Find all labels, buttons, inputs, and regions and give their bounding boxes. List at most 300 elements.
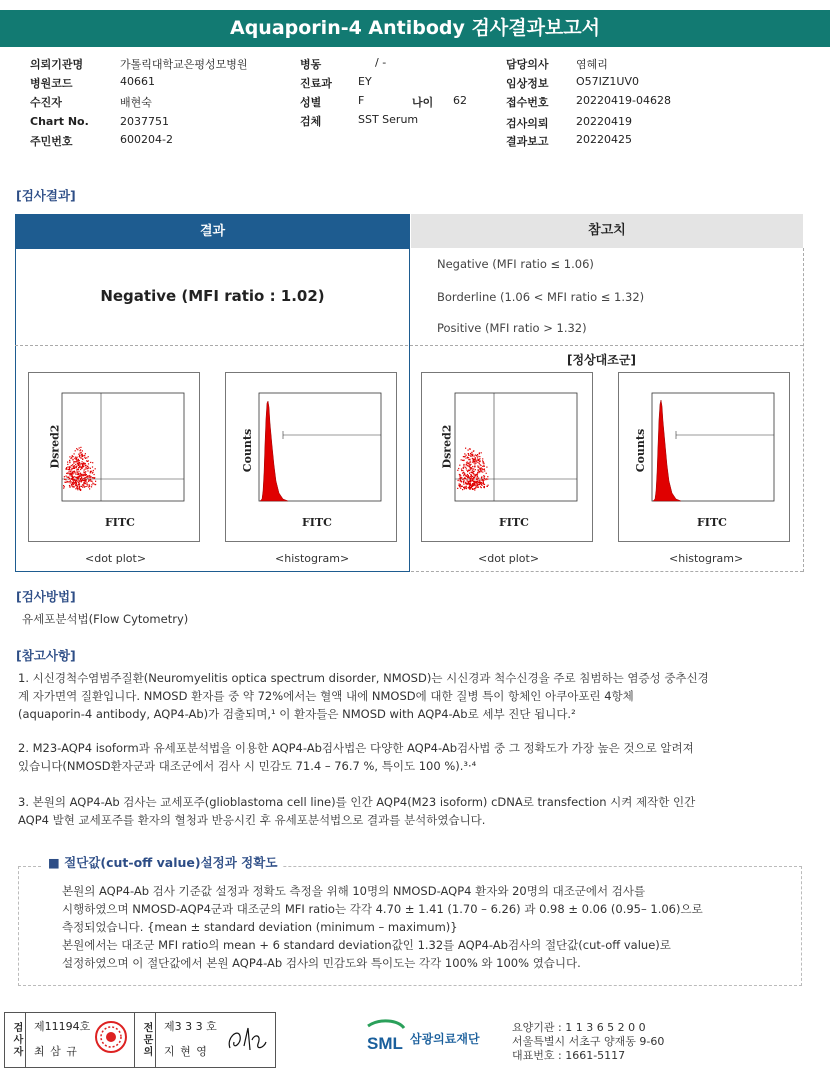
scatter-dot bbox=[71, 469, 72, 470]
scatter-dot bbox=[470, 462, 471, 463]
scatter-dot bbox=[87, 466, 88, 467]
scatter-dot bbox=[470, 476, 471, 477]
scatter-dot bbox=[74, 453, 75, 454]
scatter-dot bbox=[461, 481, 462, 482]
scatter-dot bbox=[81, 468, 82, 469]
scatter-dot bbox=[459, 478, 460, 479]
scatter-dot bbox=[470, 453, 471, 454]
info-value: 가톨릭대학교은평성모병원 bbox=[120, 58, 248, 71]
scatter-dot bbox=[77, 449, 78, 450]
scatter-dot bbox=[77, 460, 78, 461]
scatter-dot bbox=[472, 476, 473, 477]
scatter-dot bbox=[476, 479, 477, 480]
info-label: 결과보고 bbox=[506, 135, 549, 148]
plot-caption: <dot plot> bbox=[478, 552, 540, 565]
scatter-dot bbox=[479, 456, 480, 457]
scatter-dot bbox=[475, 482, 476, 483]
scatter-dot bbox=[473, 474, 474, 475]
scatter-dot bbox=[83, 462, 84, 463]
scatter-dot bbox=[477, 484, 478, 485]
scatter-dot bbox=[95, 468, 96, 469]
scatter-dot bbox=[80, 474, 81, 475]
scatter-dot bbox=[80, 489, 81, 490]
scatter-dot bbox=[90, 479, 91, 480]
scatter-dot bbox=[457, 488, 458, 489]
scatter-dot bbox=[462, 460, 463, 461]
scatter-dot bbox=[473, 484, 474, 485]
scatter-dot bbox=[479, 461, 480, 462]
scatter-dot bbox=[85, 483, 86, 484]
scatter-dot bbox=[474, 463, 475, 464]
scatter-dot bbox=[78, 471, 79, 472]
scatter-dot bbox=[80, 478, 81, 479]
scatter-dot bbox=[472, 458, 473, 459]
scatter-dot bbox=[84, 464, 85, 465]
scatter-dot bbox=[85, 477, 86, 478]
scatter-dot bbox=[469, 478, 470, 479]
scatter-dot bbox=[86, 486, 87, 487]
scatter-dot bbox=[481, 452, 482, 453]
scatter-dot bbox=[484, 470, 485, 471]
scatter-dot bbox=[86, 474, 87, 475]
scatter-dot bbox=[79, 455, 80, 456]
scatter-dot bbox=[463, 475, 464, 476]
scatter-dot bbox=[483, 465, 484, 466]
scatter-dot bbox=[78, 454, 79, 455]
scatter-dot bbox=[82, 484, 83, 485]
scatter-dot bbox=[478, 487, 479, 488]
scatter-dot bbox=[84, 457, 85, 458]
scatter-dot bbox=[82, 487, 83, 488]
scatter-dot bbox=[84, 487, 85, 488]
scatter-dot bbox=[463, 464, 464, 465]
scatter-dot bbox=[474, 471, 475, 472]
scatter-dot bbox=[472, 470, 473, 471]
scatter-dot bbox=[91, 471, 92, 472]
report-title: Aquaporin-4 Antibody 검사결과보고서 bbox=[0, 10, 830, 47]
scatter-dot bbox=[86, 484, 87, 485]
scatter-dot bbox=[469, 466, 470, 467]
scatter-dot bbox=[472, 478, 473, 479]
scatter-dot bbox=[474, 484, 475, 485]
scatter-dot bbox=[69, 468, 70, 469]
scatter-dot bbox=[463, 468, 464, 469]
result-header: 결과 bbox=[16, 215, 409, 249]
cutoff-line: 본원의 AQP4-Ab 검사 기준값 설정과 정확도 측정을 위해 10명의 NMOSD-AQP4 환자와 20명의 대조군에서 검사를 bbox=[62, 884, 646, 898]
scatter-dot bbox=[459, 483, 460, 484]
scatter-dot bbox=[474, 459, 475, 460]
scatter-dot bbox=[71, 465, 72, 466]
scatter-dot bbox=[82, 464, 83, 465]
scatter-dot bbox=[471, 487, 472, 488]
scatter-dot bbox=[462, 489, 463, 490]
scatter-dot bbox=[79, 476, 80, 477]
axis-label-x: FITC bbox=[302, 516, 332, 529]
scatter-dot bbox=[463, 482, 464, 483]
scatter-dot bbox=[69, 471, 70, 472]
scatter-dot bbox=[82, 458, 83, 459]
scatter-dot bbox=[66, 469, 67, 470]
divider bbox=[411, 571, 803, 572]
scatter-dot bbox=[94, 474, 95, 475]
scatter-dot bbox=[473, 460, 474, 461]
scatter-dot bbox=[91, 484, 92, 485]
scatter-dot bbox=[75, 472, 76, 473]
scatter-dot bbox=[461, 486, 462, 487]
scatter-dot bbox=[487, 479, 488, 480]
scatter-dot bbox=[467, 483, 468, 484]
scatter-dot bbox=[76, 458, 77, 459]
scatter-dot bbox=[80, 476, 81, 477]
scatter-dot bbox=[484, 486, 485, 487]
scatter-dot bbox=[86, 460, 87, 461]
scatter-dot bbox=[81, 476, 82, 477]
scatter-dot bbox=[84, 480, 85, 481]
scatter-dot bbox=[481, 477, 482, 478]
scatter-dot bbox=[85, 458, 86, 459]
scatter-dot bbox=[472, 454, 473, 455]
scatter-dot bbox=[476, 462, 477, 463]
scatter-dot bbox=[462, 473, 463, 474]
scatter-dot bbox=[84, 470, 85, 471]
scatter-dot bbox=[486, 486, 487, 487]
scatter-dot bbox=[78, 464, 79, 465]
scatter-dot bbox=[93, 470, 94, 471]
scatter-dot bbox=[482, 466, 483, 467]
scatter-dot bbox=[77, 471, 78, 472]
scatter-dot bbox=[88, 456, 89, 457]
scatter-dot bbox=[473, 472, 474, 473]
scatter-dot bbox=[482, 485, 483, 486]
info-value: 20220425 bbox=[576, 133, 632, 146]
scatter-dot bbox=[92, 483, 93, 484]
tester-license: 제11194호 bbox=[34, 1020, 91, 1033]
scatter-dot bbox=[487, 476, 488, 477]
section-notes-heading: [참고사항] bbox=[16, 648, 76, 663]
scatter-dot bbox=[478, 460, 479, 461]
tester-label: 검사자 bbox=[4, 1012, 26, 1068]
scatter-dot bbox=[74, 479, 75, 480]
scatter-dot bbox=[69, 481, 70, 482]
scatter-dot bbox=[80, 447, 81, 448]
scatter-dot bbox=[69, 485, 70, 486]
info-value: 배현숙 bbox=[120, 96, 152, 109]
scatter-dot bbox=[83, 472, 84, 473]
scatter-dot bbox=[70, 475, 71, 476]
axis-label-x: FITC bbox=[697, 516, 727, 529]
scatter-dot bbox=[477, 456, 478, 457]
scatter-dot bbox=[479, 468, 480, 469]
scatter-dot bbox=[484, 476, 485, 477]
scatter-dot bbox=[478, 472, 479, 473]
signature-icon bbox=[224, 1018, 270, 1058]
info-label: 검체 bbox=[300, 115, 322, 128]
info-label: 성별 bbox=[300, 96, 322, 109]
scatter-dot bbox=[76, 480, 77, 481]
scatter-dot bbox=[468, 475, 469, 476]
info-label: 임상정보 bbox=[506, 77, 549, 90]
scatter-dot bbox=[476, 481, 477, 482]
reference-header: 참고치 bbox=[411, 214, 803, 248]
scatter-dot bbox=[70, 458, 71, 459]
scatter-dot bbox=[483, 461, 484, 462]
scatter-dot bbox=[86, 482, 87, 483]
scatter-dot bbox=[468, 465, 469, 466]
scatter-dot bbox=[480, 465, 481, 466]
scatter-dot bbox=[472, 466, 473, 467]
plot-caption: <histogram> bbox=[275, 552, 350, 565]
info-label: 병원코드 bbox=[30, 77, 73, 90]
scatter-dot bbox=[91, 476, 92, 477]
scatter-dot bbox=[459, 465, 460, 466]
scatter-dot bbox=[466, 486, 467, 487]
scatter-dot bbox=[466, 468, 467, 469]
scatter-dot bbox=[69, 456, 70, 457]
scatter-dot bbox=[484, 469, 485, 470]
scatter-dot bbox=[64, 486, 65, 487]
scatter-dot bbox=[473, 450, 474, 451]
scatter-dot bbox=[477, 477, 478, 478]
scatter-dot bbox=[480, 469, 481, 470]
axis-label-y: Dsred2 bbox=[48, 424, 62, 469]
scatter-dot bbox=[76, 483, 77, 484]
axis-label-y: Counts bbox=[241, 428, 255, 473]
scatter-dot bbox=[464, 474, 465, 475]
scatter-dot bbox=[482, 469, 483, 470]
scatter-dot bbox=[89, 475, 90, 476]
scatter-dot bbox=[84, 455, 85, 456]
scatter-dot bbox=[474, 477, 475, 478]
scatter-dot bbox=[72, 483, 73, 484]
scatter-dot bbox=[91, 486, 92, 487]
scatter-dot bbox=[463, 478, 464, 479]
scatter-dot bbox=[81, 475, 82, 476]
scatter-dot bbox=[484, 484, 485, 485]
note-line: 1. 시신경척수염범주질환(Neuromyelitis optica spectrum disorder, NMOSD)는 시신경과 척수신경을 주로 침범하는 염증성 중추신경 bbox=[18, 671, 709, 685]
scatter-dot bbox=[85, 469, 86, 470]
scatter-dot bbox=[475, 487, 476, 488]
scatter-dot bbox=[83, 478, 84, 479]
scatter-dot bbox=[71, 485, 72, 486]
scatter-dot bbox=[89, 488, 90, 489]
scatter-dot bbox=[74, 458, 75, 459]
scatter-dot bbox=[483, 462, 484, 463]
scatter-dot bbox=[471, 486, 472, 487]
scatter-dot bbox=[63, 485, 64, 486]
scatter-dot bbox=[477, 486, 478, 487]
scatter-dot bbox=[66, 473, 67, 474]
scatter-dot bbox=[92, 466, 93, 467]
scatter-dot bbox=[64, 482, 65, 483]
scatter-dot bbox=[83, 455, 84, 456]
scatter-dot bbox=[80, 473, 81, 474]
info-value: / - bbox=[375, 56, 387, 69]
scatter-dot bbox=[79, 456, 80, 457]
info-value: 20220419 bbox=[576, 115, 632, 128]
info-label: 진료과 bbox=[300, 77, 332, 90]
scatter-dot bbox=[69, 462, 70, 463]
scatter-dot bbox=[71, 468, 72, 469]
scatter-dot bbox=[466, 487, 467, 488]
scatter-dot bbox=[69, 487, 70, 488]
scatter-dot bbox=[478, 469, 479, 470]
scatter-dot bbox=[457, 470, 458, 471]
org-name: 삼광의료재단 bbox=[410, 1032, 480, 1046]
scatter-dot bbox=[460, 480, 461, 481]
scatter-dot bbox=[88, 467, 89, 468]
scatter-dot bbox=[75, 474, 76, 475]
scatter-dot bbox=[469, 487, 470, 488]
scatter-dot bbox=[89, 477, 90, 478]
scatter-dot bbox=[477, 465, 478, 466]
scatter-dot bbox=[473, 485, 474, 486]
scatter-dot bbox=[72, 475, 73, 476]
scatter-dot bbox=[466, 455, 467, 456]
scatter-dot bbox=[71, 479, 72, 480]
scatter-dot bbox=[469, 473, 470, 474]
scatter-dot bbox=[77, 472, 78, 473]
scatter-dot bbox=[465, 475, 466, 476]
scatter-dot bbox=[477, 472, 478, 473]
scatter-dot bbox=[467, 457, 468, 458]
scatter-dot bbox=[467, 471, 468, 472]
scatter-dot bbox=[88, 460, 89, 461]
scatter-dot bbox=[458, 485, 459, 486]
scatter-dot bbox=[471, 474, 472, 475]
scatter-dot bbox=[470, 485, 471, 486]
scatter-dot bbox=[465, 448, 466, 449]
scatter-dot bbox=[460, 485, 461, 486]
note-line: 계 자가면역 질환입니다. NMOSD 환자를 중 약 72%에서는 혈액 내에 NMOSD에 대한 질병 특이 항체인 아쿠아포린 4항체 bbox=[18, 689, 634, 703]
scatter-dot bbox=[475, 454, 476, 455]
scatter-dot bbox=[466, 464, 467, 465]
age-label: 나이 bbox=[412, 96, 434, 109]
scatter-dot bbox=[465, 456, 466, 457]
scatter-dot bbox=[72, 486, 73, 487]
scatter-dot bbox=[67, 466, 68, 467]
scatter-dot bbox=[81, 466, 82, 467]
scatter-dot bbox=[475, 466, 476, 467]
scatter-dot bbox=[75, 480, 76, 481]
scatter-dot bbox=[471, 472, 472, 473]
scatter-dot bbox=[67, 477, 68, 478]
scatter-dot bbox=[70, 467, 71, 468]
age-value: 62 bbox=[453, 94, 467, 107]
reviewer-license: 제3 3 3 호 bbox=[164, 1020, 217, 1033]
scatter-dot bbox=[82, 466, 83, 467]
scatter-dot bbox=[68, 473, 69, 474]
scatter-dot bbox=[460, 484, 461, 485]
scatter-dot bbox=[465, 458, 466, 459]
scatter-dot bbox=[92, 472, 93, 473]
scatter-dot bbox=[86, 479, 87, 480]
scatter-dot bbox=[462, 470, 463, 471]
scatter-dot bbox=[83, 483, 84, 484]
scatter-dot bbox=[90, 468, 91, 469]
scatter-dot bbox=[80, 480, 81, 481]
scatter-dot bbox=[468, 477, 469, 478]
scatter-dot bbox=[90, 462, 91, 463]
info-label: 담당의사 bbox=[506, 58, 549, 71]
sml-logo-icon bbox=[364, 1018, 408, 1058]
section-result-heading: [검사결과] bbox=[16, 188, 76, 203]
scatter-dot bbox=[76, 448, 77, 449]
scatter-dot bbox=[468, 453, 469, 454]
cutoff-line: 측정되었습니다. {mean ± standard deviation (minimum – maximum)} bbox=[62, 920, 458, 934]
scatter-dot bbox=[82, 463, 83, 464]
scatter-dot bbox=[459, 486, 460, 487]
reference-borderline: Borderline (1.06 < MFI ratio ≤ 1.32) bbox=[437, 290, 645, 304]
scatter-dot bbox=[73, 468, 74, 469]
scatter-dot bbox=[476, 455, 477, 456]
scatter-dot bbox=[471, 456, 472, 457]
method-text: 유세포분석법(Flow Cytometry) bbox=[22, 612, 189, 626]
scatter-dot bbox=[476, 460, 477, 461]
address: 서울특별시 서초구 양재동 9-60 bbox=[512, 1035, 665, 1048]
scatter-dot bbox=[482, 479, 483, 480]
normal-control-label: [정상대조군] bbox=[567, 353, 636, 367]
scatter-dot bbox=[77, 469, 78, 470]
cutoff-line: 설정하였으며 이 절단값에서 본원 AQP4-Ab 검사의 민감도와 특이도는 각각 100% 와 100% 였습니다. bbox=[62, 956, 581, 970]
scatter-dot bbox=[81, 457, 82, 458]
scatter-dot bbox=[70, 482, 71, 483]
scatter-dot bbox=[70, 471, 71, 472]
scatter-dot bbox=[468, 459, 469, 460]
info-value: O57IZ1UV0 bbox=[576, 75, 640, 88]
divider bbox=[803, 248, 804, 572]
scatter-dot bbox=[470, 464, 471, 465]
scatter-dot bbox=[81, 481, 82, 482]
scatter-dot bbox=[79, 486, 80, 487]
axis-label-x: FITC bbox=[499, 516, 529, 529]
patient-info bbox=[30, 56, 810, 148]
info-value: 2037751 bbox=[120, 115, 169, 128]
scatter-dot bbox=[468, 455, 469, 456]
scatter-dot bbox=[91, 480, 92, 481]
scatter-dot bbox=[480, 486, 481, 487]
scatter-dot bbox=[78, 462, 79, 463]
scatter-dot bbox=[70, 473, 71, 474]
scatter-dot bbox=[75, 485, 76, 486]
scatter-dot bbox=[475, 469, 476, 470]
scatter-dot bbox=[458, 468, 459, 469]
scatter-dot bbox=[78, 474, 79, 475]
scatter-dot bbox=[475, 481, 476, 482]
scatter-dot bbox=[460, 475, 461, 476]
scatter-dot bbox=[474, 464, 475, 465]
scatter-dot bbox=[470, 469, 471, 470]
scatter-dot bbox=[67, 462, 68, 463]
scatter-dot bbox=[478, 467, 479, 468]
reviewer-label: 전문의 bbox=[134, 1012, 156, 1068]
scatter-dot bbox=[484, 466, 485, 467]
info-label: 의뢰기관명 bbox=[30, 58, 84, 71]
scatter-dot bbox=[465, 486, 466, 487]
scatter-dot bbox=[479, 481, 480, 482]
note-line: (aquaporin-4 antibody, AQP4-Ab)가 검출되며,¹ 이 환자들은 NMOSD with AQP4-Ab로 세부 진단 됩니다.² bbox=[18, 707, 576, 721]
note-line: 있습니다(NMOSD환자군과 대조군에서 검사 시 민감도 71.4 – 76.7 %, 특이도 100 %).³·⁴ bbox=[18, 759, 477, 773]
scatter-dot bbox=[67, 481, 68, 482]
note-line: 3. 본원의 AQP4-Ab 검사는 교세포주(glioblastoma cell line)를 인간 AQP4(M23 isoform) cDNA로 transfection 시켜 제작한 인간 bbox=[18, 795, 696, 809]
scatter-dot bbox=[474, 456, 475, 457]
scatter-dot bbox=[79, 466, 80, 467]
scatter-dot bbox=[469, 481, 470, 482]
scatter-dot bbox=[69, 474, 70, 475]
scatter-dot bbox=[472, 480, 473, 481]
info-label: 접수번호 bbox=[506, 96, 549, 109]
scatter-dot bbox=[480, 471, 481, 472]
scatter-dot bbox=[72, 459, 73, 460]
